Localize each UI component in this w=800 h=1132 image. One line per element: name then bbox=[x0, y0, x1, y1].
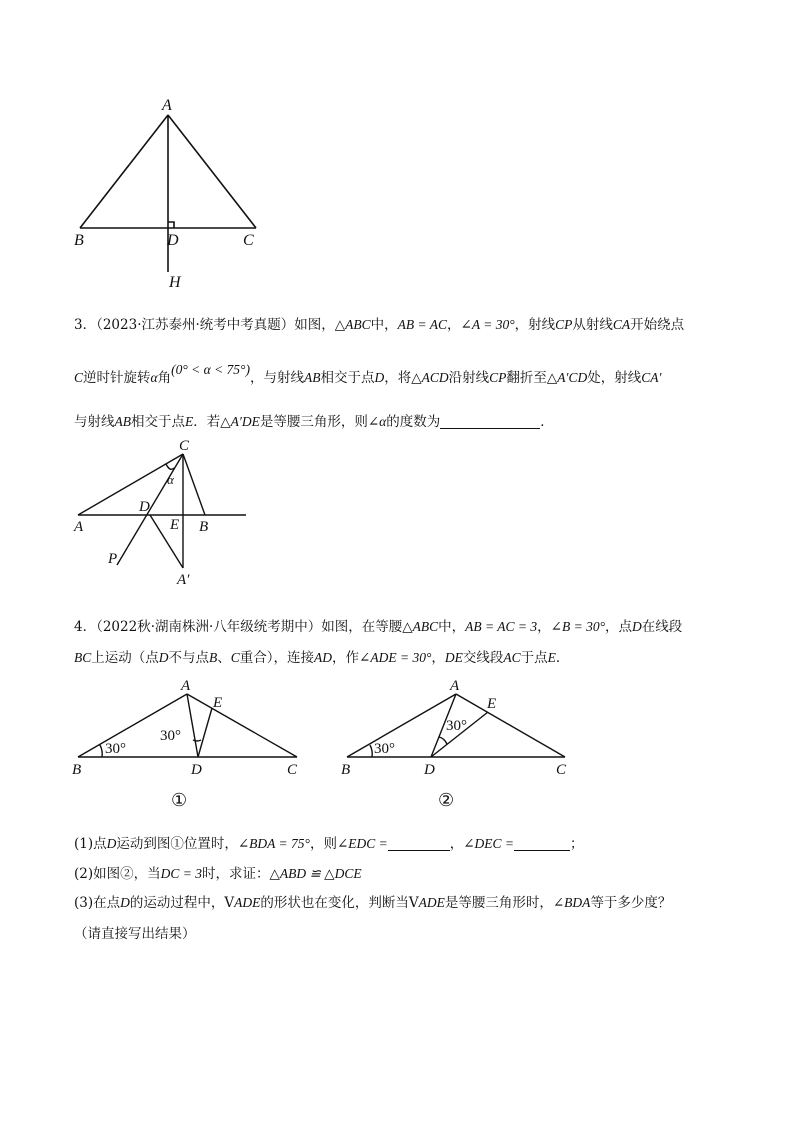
label-h: H bbox=[169, 274, 181, 291]
label-c: C bbox=[243, 232, 254, 249]
q3-line-3: 与射线AB相交于点E．若△A′DE是等腰三角形，则∠α的度数为 ． bbox=[74, 414, 554, 430]
fig1-label-30-top: 30° bbox=[160, 728, 181, 744]
fig2-label-30-b: 30° bbox=[374, 741, 395, 757]
fig1-label-e: E bbox=[213, 695, 223, 711]
q4-part-1: (1)点D运动到图①位置时，∠BDA = 75°，则∠EDC = ，∠DEC = ； bbox=[74, 836, 584, 852]
q3-label-d: D bbox=[139, 499, 150, 515]
q3-label-alpha: α bbox=[167, 472, 174, 487]
fig1-label-30-b: 30° bbox=[105, 741, 126, 757]
q4-line-2: BC上运动（点D不与点B、C重合），连接AD，作∠ADE = 30°，DE交线段AC于点E． bbox=[74, 650, 570, 666]
fig2-angle-b-arc bbox=[370, 745, 372, 757]
fig2-label-a: A bbox=[450, 678, 460, 694]
q4-part-2: (2)如图②，当DC = 3时，求证：△ABD ≌ △DCE bbox=[74, 866, 362, 882]
q4-part-3-note: （请直接写出结果） bbox=[74, 926, 196, 942]
label-a: A bbox=[162, 97, 172, 114]
fig1-label-d: D bbox=[191, 762, 202, 778]
q3-label-a-prime: A′ bbox=[177, 572, 190, 588]
q4-part-3: (3)在点D的运动过程中，VADE的形状也在变化，判断当VADE是等腰三角形时，∠BDA等于多少度？ bbox=[74, 895, 672, 911]
fig1-label-b: B bbox=[72, 762, 82, 778]
q3-line-1: 3．（2023·江苏泰州·统考中考真题）如图，△ABC中，AB = AC，∠A = 30°，射线CP从射线CA开始绕点 bbox=[74, 317, 685, 333]
fig2-label-c: C bbox=[556, 762, 567, 778]
fig2-label-e: E bbox=[487, 696, 497, 712]
fig2-segment-ac bbox=[456, 694, 565, 757]
fig1-number: ① bbox=[171, 790, 188, 810]
fig2-label-d: D bbox=[424, 762, 435, 778]
fig2-number: ② bbox=[438, 790, 455, 810]
fig1-label-a: A bbox=[181, 678, 191, 694]
fig1-label-c: C bbox=[287, 762, 298, 778]
fig2-label-30-top: 30° bbox=[446, 718, 467, 734]
q3-label-c: C bbox=[179, 438, 190, 454]
q3-label-p: P bbox=[108, 551, 118, 567]
answer-blank-edc[interactable] bbox=[388, 836, 450, 851]
q3-line-2: C逆时针旋转α角(0° < α < 75°)，与射线AB相交于点D，将△ACD沿射线CP翻折至△A′CD处，射线CA′ bbox=[74, 362, 662, 386]
fig2-angle-d-arc bbox=[439, 737, 447, 744]
label-b: B bbox=[74, 232, 84, 249]
q3-label-e: E bbox=[170, 517, 180, 533]
q3-label-b: B bbox=[199, 519, 209, 535]
fig2-label-b: B bbox=[341, 762, 351, 778]
answer-blank-dec[interactable] bbox=[514, 836, 570, 851]
fig2-segment-ab bbox=[347, 694, 456, 757]
q4-line-1: 4．（2022秋·湖南株洲·八年级统考期中）如图，在等腰△ABC中，AB = AC = 3，∠B = 30°，点D在线段 bbox=[74, 619, 683, 635]
label-d: D bbox=[167, 232, 179, 249]
q3-label-a: A bbox=[74, 519, 84, 535]
